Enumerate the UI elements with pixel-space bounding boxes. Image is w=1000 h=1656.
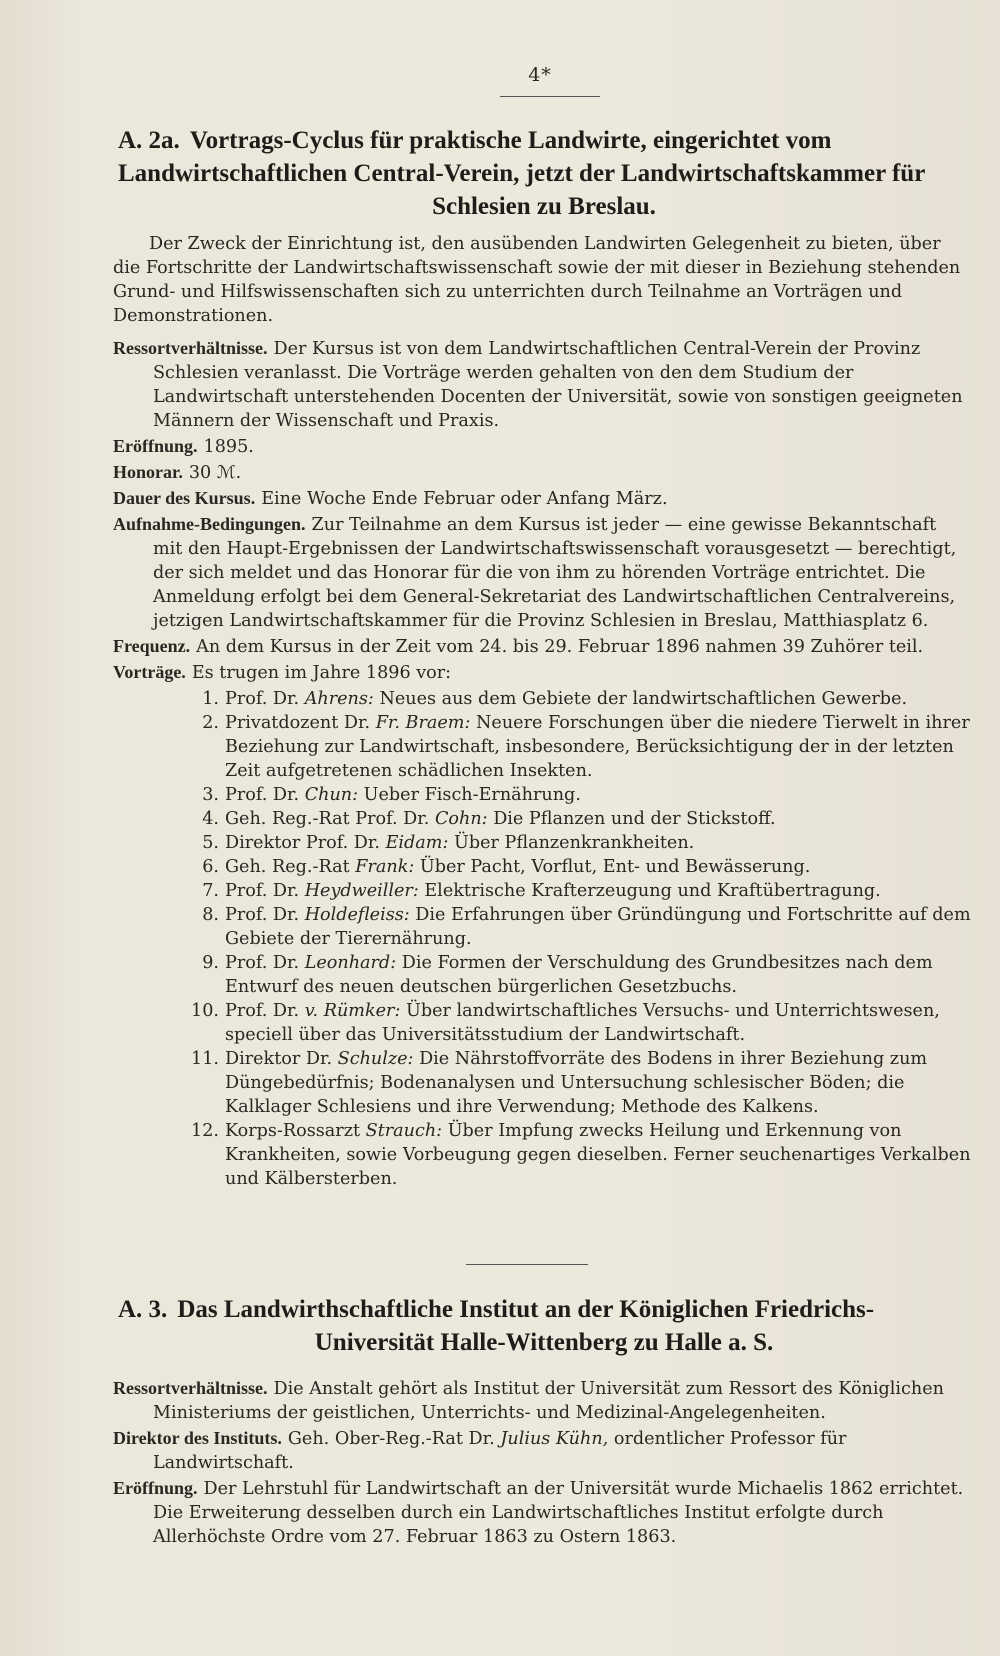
page-number-rule [500,96,600,97]
lecture-lecturer-name: Fr. Braem: [375,713,471,733]
lecture-lecturer-name: Cohn: [434,809,488,829]
lecture-number: 9. [202,953,219,973]
lecture-lecturer-name: Frank: [355,857,415,877]
ressort-text: Der Kursus ist von dem Landwirtschaftlichen Central-Verein der Provinz Schlesien veranlasst. Die Vorträge werden gehalten von den dem Studium der Landwirtschaft unterstehenden Docenten der Universität, sowie von sonstigen geeigneten Männern der Wissenschaft und Praxis. [153,339,963,431]
eroeffnung-key: Eröffnung. [113,436,198,456]
lecture-number: 6. [202,857,219,877]
dauer-text: Eine Woche Ende Februar oder Anfang März. [261,489,668,509]
lecture-topic: Ueber Fisch-Ernährung. [363,785,581,805]
dauer-entry [113,486,971,511]
vortraege-entry [113,660,971,685]
aufnahme-text: Zur Teilnahme an dem Kursus ist jeder — eine gewisse Bekanntschaft mit den Haupt-Ergebnissen der Landwirtschaftswissenschaft vorausgesetzt — berechtigt, der sich meldet und das Honorar für die von ihm zu hörenden Vorträge entrichtet. Die Anmeldung erfolgt bei dem General-Sekretariat des Landwirtschaftlichen Centralvereins, jetzigen Landwirtschaftskammer für die Provinz Schlesien in Breslau, Matthiasplatz 6. [153,515,957,631]
lecture-lecturer-title: Geh. Reg.-Rat Prof. Dr. [225,809,430,829]
honorar-entry [113,460,971,485]
section-a2-title [118,124,970,223]
a3-direktor-post: ordentlicher Professor für Landwirtschaft. [153,1429,847,1473]
lecture-lecturer-title: Prof. Dr. [225,785,300,805]
lecture-number: 10. [191,1001,219,1021]
a3-direktor-entry [113,1426,971,1475]
lecture-number: 3. [202,785,219,805]
a3-ressort-key: Ressortverhältnisse. [113,1378,268,1398]
lecture-topic: Die Nährstoffvorräte des Bodens in ihrer Beziehung zum Düngebedürfnis; Bodenanalysen und Untersuchung schlesischer Böden; die Kalklager Schlesiens und ihre Verwendung; Methode des Kalkens. [225,1049,928,1117]
lecture-lecturer-title: Prof. Dr. [225,689,300,709]
a3-direktor-pre: Geh. Ober-Reg.-Rat Dr. [287,1429,495,1449]
eroeffnung-entry [113,434,971,459]
a3-ressort-text: Die Anstalt gehört als Institut der Universität zum Ressort des Königlichen Ministeriums der geistlichen, Unterrichts- und Medizinal-Angelegenheiten. [153,1379,944,1423]
lecture-topic: Die Formen der Verschuldung des Grundbesitzes nach dem Entwurf des neuen deutschen bürgerlichen Gesetzbuchs. [225,953,933,997]
lecture-number: 1. [202,689,219,709]
lecture-item [113,711,971,783]
lecture-topic: Über Pflanzenkrankheiten. [454,833,695,853]
section-a2-label: A. 2a. [118,127,180,154]
a3-eroeffnung-text: Der Lehrstuhl für Landwirtschaft an der Universität wurde Michaelis 1862 errichtet. Die Erweiterung desselben durch ein Landwirtschaftliches Institut erfolgte durch Allerhöchste Ordre vom 27. Februar 1863 zu Ostern 1863. [153,1479,964,1547]
lecture-lecturer-name: v. Rümker: [304,1001,401,1021]
lecture-lecturer-name: Ahrens: [304,689,374,709]
lecture-lecturer-title: Prof. Dr. [225,1001,300,1021]
lecture-item [113,831,971,855]
lecture-lecturer-name: Heydweiller: [304,881,419,901]
section-a3-label: A. 3. [118,1296,168,1323]
lecture-lecturer-title: Geh. Reg.-Rat [225,857,350,877]
a3-ressort-entry [113,1376,971,1425]
lecture-topic: Die Erfahrungen über Gründüngung und Fortschritte auf dem Gebiete der Tierernährung. [225,905,971,949]
a3-eroeffnung-entry [113,1476,971,1549]
ressort-key: Ressortverhältnisse. [113,338,268,358]
lecture-lecturer-title: Korps-Rossarzt [225,1121,361,1141]
lecture-item [113,951,971,999]
vortraege-text: Es trugen im Jahre 1896 vor: [191,663,452,683]
lecture-topic: Neuere Forschungen über die niedere Tierwelt in ihrer Beziehung zur Landwirtschaft, insbesondere, Berücksichtigung der in der letzten Zeit aufgetretenen schädlichen Insekten. [225,713,970,781]
lecture-lecturer-name: Chun: [304,785,359,805]
lecture-item [113,1047,971,1119]
section-a2-title-line2: Schlesien zu Breslau. [432,193,656,220]
section-divider [466,1264,588,1265]
lecture-item [113,999,971,1047]
lecture-number: 7. [202,881,219,901]
section-a3-title [118,1293,970,1359]
frequenz-text: An dem Kursus in der Zeit vom 24. bis 29. Februar 1896 nahmen 39 Zuhörer teil. [196,637,924,657]
eroeffnung-text: 1895. [203,437,254,457]
section-a2-body [113,232,971,1191]
a3-eroeffnung-key: Eröffnung. [113,1478,198,1498]
honorar-text: 30 ℳ. [188,463,242,483]
lecture-item [113,783,971,807]
lecture-list [113,687,971,1191]
lecture-item [113,855,971,879]
lecture-number: 2. [202,713,219,733]
vortraege-key: Vorträge. [113,662,186,682]
frequenz-key: Frequenz. [113,636,191,656]
ressort-entry [113,336,971,433]
lecture-topic: Die Pflanzen und der Stickstoff. [493,809,776,829]
lecture-lecturer-title: Direktor Prof. Dr. [225,833,380,853]
section-a3-title-line1: Das Landwirthschaftliche Institut an der Königlichen Friedrichs- [177,1296,875,1323]
lecture-item [113,879,971,903]
lecture-lecturer-title: Prof. Dr. [225,953,300,973]
lecture-lecturer-name: Holdefleiss: [304,905,410,925]
lecture-number: 4. [202,809,219,829]
lecture-number: 5. [202,833,219,853]
honorar-key: Honorar. [113,462,183,482]
section-a3-body [113,1376,971,1550]
a3-direktor-key: Direktor des Instituts. [113,1428,282,1448]
section-a2-title-line1: Vortrags-Cyclus für praktische Landwirte, eingerichtet vom Landwirtschaftlichen Central-Verein, jetzt der Landwirtschaftskammer für [118,127,926,187]
lecture-lecturer-name: Eidam: [385,833,449,853]
lecture-lecturer-title: Privatdozent Dr. [225,713,371,733]
lecture-lecturer-name: Strauch: [365,1121,443,1141]
lecture-lecturer-name: Leonhard: [304,953,397,973]
lecture-item [113,807,971,831]
aufnahme-entry [113,512,971,633]
lecture-number: 12. [191,1121,219,1141]
lecture-topic: Elektrische Krafterzeugung und Kraftübertragung. [424,881,881,901]
aufnahme-key: Aufnahme-Bedingungen. [113,514,306,534]
lecture-topic: Über landwirtschaftliches Versuchs- und Unterrichtswesen, speciell über das Universitätsstudium der Landwirtschaft. [225,1001,940,1045]
section-a3-title-line2: Universität Halle-Wittenberg zu Halle a. S. [314,1329,774,1356]
page-number: 4* [528,64,552,86]
lecture-topic: Über Impfung zwecks Heilung und Erkennung von Krankheiten, sowie Vorbeugung gegen dieselben. Ferner seuchenartiges Verkalben und Kälbersterben. [225,1121,971,1189]
lecture-topic: Über Pacht, Vorflut, Ent- und Bewässerung. [419,857,811,877]
lecture-item [113,903,971,951]
lecture-topic: Neues aus dem Gebiete der landwirtschaftlichen Gewerbe. [379,689,908,709]
lecture-lecturer-title: Prof. Dr. [225,905,300,925]
lecture-lecturer-name: Schulze: [337,1049,414,1069]
lecture-lecturer-title: Direktor Dr. [225,1049,333,1069]
lecture-item [113,687,971,711]
section-a2-intro: Der Zweck der Einrichtung ist, den ausübenden Landwirten Gelegenheit zu bieten, über die Fortschritte der Landwirtschaftswissenschaft sowie der mit dieser in Beziehung stehenden Grund- und Hilfswissenschaften sich zu unterrichten durch Teilnahme an Vorträgen und Demonstrationen. [113,234,961,326]
lecture-lecturer-title: Prof. Dr. [225,881,300,901]
dauer-key: Dauer des Kursus. [113,488,256,508]
frequenz-entry [113,634,971,659]
lecture-number: 11. [191,1049,219,1069]
lecture-number: 8. [202,905,219,925]
a3-direktor-name: Julius Kühn, [500,1429,609,1449]
lecture-item [113,1119,971,1191]
